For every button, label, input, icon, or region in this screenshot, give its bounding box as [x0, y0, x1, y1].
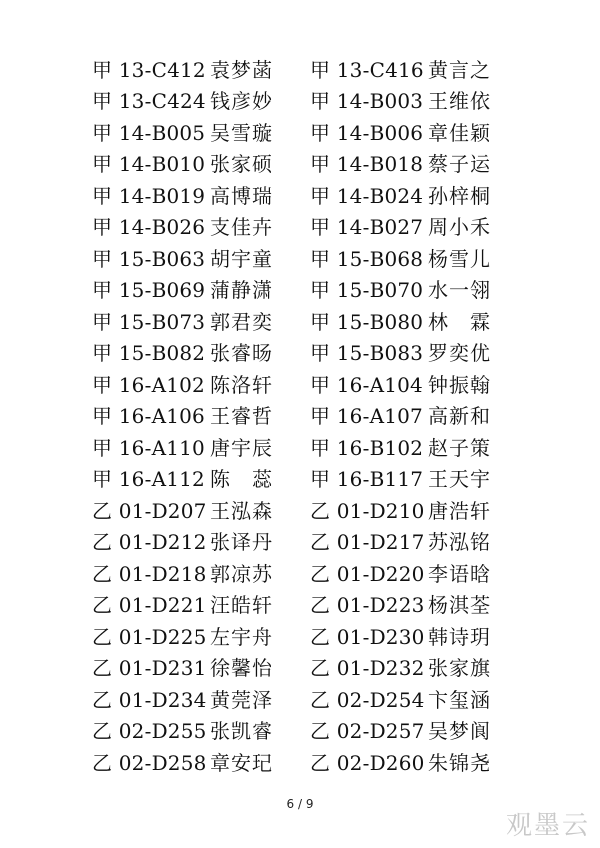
list-item: [92, 241, 273, 273]
list-item: [92, 556, 273, 588]
seat-code: 乙 02-D255: [92, 719, 207, 743]
list-item: [92, 525, 273, 557]
list-item: [92, 651, 273, 683]
seat-code: 甲 15-B063: [92, 246, 206, 271]
student-name: 张睿旸: [210, 341, 273, 365]
list-item: [310, 399, 491, 431]
list-item: [310, 241, 491, 273]
student-name: 左宇舟: [210, 624, 273, 649]
seat-code: 甲 15-B083: [310, 341, 424, 365]
seat-code: 甲 16-A106: [92, 404, 205, 428]
student-name: 陈洛轩: [210, 372, 273, 397]
list-item: [310, 304, 491, 336]
student-name: 钱彦妙: [210, 89, 273, 113]
list-item: [310, 84, 491, 116]
list-row: [0, 52, 600, 84]
list-item: [310, 556, 491, 588]
seat-code: 甲 14-B018: [310, 152, 424, 176]
student-name: 唐宇辰: [210, 435, 273, 460]
seat-code: 乙 01-D217: [310, 530, 425, 554]
seat-code: 乙 02-D260: [310, 750, 425, 775]
list-row: [0, 462, 600, 494]
seat-code: 乙 01-D225: [92, 624, 207, 649]
student-name: 张家硕: [210, 152, 273, 176]
list-item: [310, 336, 491, 368]
student-name: 朱锦尧: [428, 750, 491, 775]
student-name: 蔡子运: [428, 152, 491, 176]
list-row: [0, 556, 600, 588]
seat-code: 甲 15-B070: [310, 278, 424, 302]
watermark-logo: 观墨云: [505, 811, 590, 841]
seat-code: 甲 13-C424: [92, 89, 206, 113]
list-row: [0, 399, 600, 431]
student-name: 李语晗: [428, 561, 491, 586]
student-name: 高新和: [428, 404, 491, 428]
student-name: 吴雪璇: [210, 120, 273, 145]
student-name: 袁梦菡: [210, 57, 273, 82]
list-item: [310, 115, 491, 147]
list-item: [92, 115, 273, 147]
student-name: 孙梓桐: [428, 183, 491, 208]
student-name: 苏泓铭: [428, 530, 491, 554]
list-item: [92, 273, 273, 305]
student-name: 王泓森: [210, 498, 273, 523]
seat-code: 乙 01-D207: [92, 498, 207, 523]
seat-code: 甲 14-B010: [92, 152, 206, 176]
seat-code: 乙 01-D230: [310, 624, 425, 649]
seat-code: 乙 01-D218: [92, 561, 207, 586]
list-item: [92, 147, 273, 179]
seat-code: 乙 02-D258: [92, 750, 207, 775]
seat-code: 甲 14-B006: [310, 120, 424, 145]
list-item: [92, 430, 273, 462]
list-item: [92, 52, 273, 84]
seat-code: 乙 01-D231: [92, 656, 207, 680]
list-row: [0, 651, 600, 683]
seat-code: 乙 01-D221: [92, 593, 207, 617]
list-item: [310, 147, 491, 179]
student-name: 郭君奕: [210, 309, 273, 334]
student-name: 杨雪儿: [428, 246, 491, 271]
seat-code: 甲 15-B068: [310, 246, 424, 271]
list-item: [92, 399, 273, 431]
student-name: 周小禾: [428, 215, 491, 239]
seat-code: 甲 14-B024: [310, 183, 424, 208]
student-name: 罗奕优: [428, 341, 491, 365]
list-item: [92, 304, 273, 336]
list-item: [310, 525, 491, 557]
list-row: [0, 682, 600, 714]
list-row: [0, 336, 600, 368]
student-name: 韩诗玥: [428, 624, 491, 649]
list-row: [0, 525, 600, 557]
student-name: 张凯睿: [210, 719, 273, 743]
student-name: 汪皓轩: [210, 593, 273, 617]
list-row: [0, 273, 600, 305]
list-item: [310, 367, 491, 399]
list-row: [0, 430, 600, 462]
seat-code: 甲 15-B082: [92, 341, 206, 365]
list-item: [92, 619, 273, 651]
seat-code: 乙 01-D220: [310, 561, 425, 586]
student-name: 张家旗: [428, 656, 491, 680]
list-item: [310, 619, 491, 651]
student-name: 胡宇童: [210, 246, 273, 271]
list-item: [92, 367, 273, 399]
list-row: [0, 241, 600, 273]
list-item: [92, 210, 273, 242]
seat-code: 甲 13-C412: [92, 57, 206, 82]
list-item: [92, 682, 273, 714]
list-item: [92, 588, 273, 620]
student-name: 水一翎: [428, 278, 491, 302]
seat-code: 甲 14-B027: [310, 215, 424, 239]
seat-code: 甲 14-B026: [92, 215, 206, 239]
student-name: 陈 蕊: [210, 467, 273, 491]
page-number: 6 / 9: [286, 797, 314, 811]
seat-code: 甲 14-B003: [310, 89, 424, 113]
seat-code: 甲 16-A110: [92, 435, 205, 460]
list-item: [92, 493, 273, 525]
seat-code: 甲 16-B102: [310, 435, 424, 460]
seat-code: 甲 13-C416: [310, 57, 424, 82]
list-item: [310, 651, 491, 683]
list-item: [310, 210, 491, 242]
student-name: 张译丹: [210, 530, 273, 554]
seat-code: 乙 01-D232: [310, 656, 425, 680]
list-row: [0, 147, 600, 179]
student-name: 蒲静潇: [210, 278, 273, 302]
seat-code: 甲 14-B005: [92, 120, 206, 145]
seat-code: 乙 01-D210: [310, 498, 425, 523]
list-item: [92, 84, 273, 116]
student-name: 王睿哲: [210, 404, 273, 428]
list-item: [92, 714, 273, 746]
list-item: [92, 745, 273, 777]
seat-code: 乙 01-D234: [92, 687, 207, 712]
student-name: 卞玺涵: [428, 687, 491, 712]
name-list: [0, 52, 600, 777]
student-name: 郭凉苏: [210, 561, 273, 586]
list-row: [0, 714, 600, 746]
student-name: 徐馨怡: [210, 656, 273, 680]
list-item: [92, 462, 273, 494]
list-row: [0, 367, 600, 399]
student-name: 唐浩轩: [428, 498, 491, 523]
seat-code: 甲 15-B073: [92, 309, 206, 334]
seat-code: 乙 02-D257: [310, 719, 425, 743]
student-name: 林 霖: [428, 309, 491, 334]
seat-code: 甲 16-B117: [310, 467, 424, 491]
seat-code: 甲 16-A102: [92, 372, 205, 397]
list-row: [0, 178, 600, 210]
list-item: [310, 178, 491, 210]
student-name: 高博瑞: [210, 183, 273, 208]
seat-code: 乙 02-D254: [310, 687, 425, 712]
seat-code: 乙 01-D212: [92, 530, 207, 554]
list-row: [0, 115, 600, 147]
list-item: [310, 273, 491, 305]
student-name: 支佳卉: [210, 215, 273, 239]
list-row: [0, 745, 600, 777]
list-row: [0, 619, 600, 651]
list-item: [310, 588, 491, 620]
seat-code: 甲 16-A104: [310, 372, 423, 397]
list-item: [92, 336, 273, 368]
list-row: [0, 493, 600, 525]
seat-code: 甲 15-B069: [92, 278, 206, 302]
list-item: [310, 462, 491, 494]
list-item: [310, 493, 491, 525]
list-item: [310, 745, 491, 777]
student-name: 章佳颖: [428, 120, 491, 145]
list-row: [0, 304, 600, 336]
student-name: 王天宇: [428, 467, 491, 491]
seat-code: 乙 01-D223: [310, 593, 425, 617]
list-row: [0, 84, 600, 116]
seat-code: 甲 15-B080: [310, 309, 424, 334]
seat-code: 甲 16-A107: [310, 404, 423, 428]
student-name: 王维依: [428, 89, 491, 113]
list-item: [310, 52, 491, 84]
seat-code: 甲 16-A112: [92, 467, 205, 491]
student-name: 章安玘: [210, 750, 273, 775]
list-row: [0, 210, 600, 242]
list-item: [310, 682, 491, 714]
list-row: [0, 588, 600, 620]
list-item: [92, 178, 273, 210]
student-name: 黄言之: [428, 57, 491, 82]
student-name: 杨淇荃: [428, 593, 491, 617]
student-name: 赵子策: [428, 435, 491, 460]
student-name: 吴梦阆: [428, 719, 491, 743]
seat-code: 甲 14-B019: [92, 183, 206, 208]
list-item: [310, 714, 491, 746]
list-item: [310, 430, 491, 462]
student-name: 黄莞泽: [210, 687, 273, 712]
student-name: 钟振翰: [428, 372, 491, 397]
